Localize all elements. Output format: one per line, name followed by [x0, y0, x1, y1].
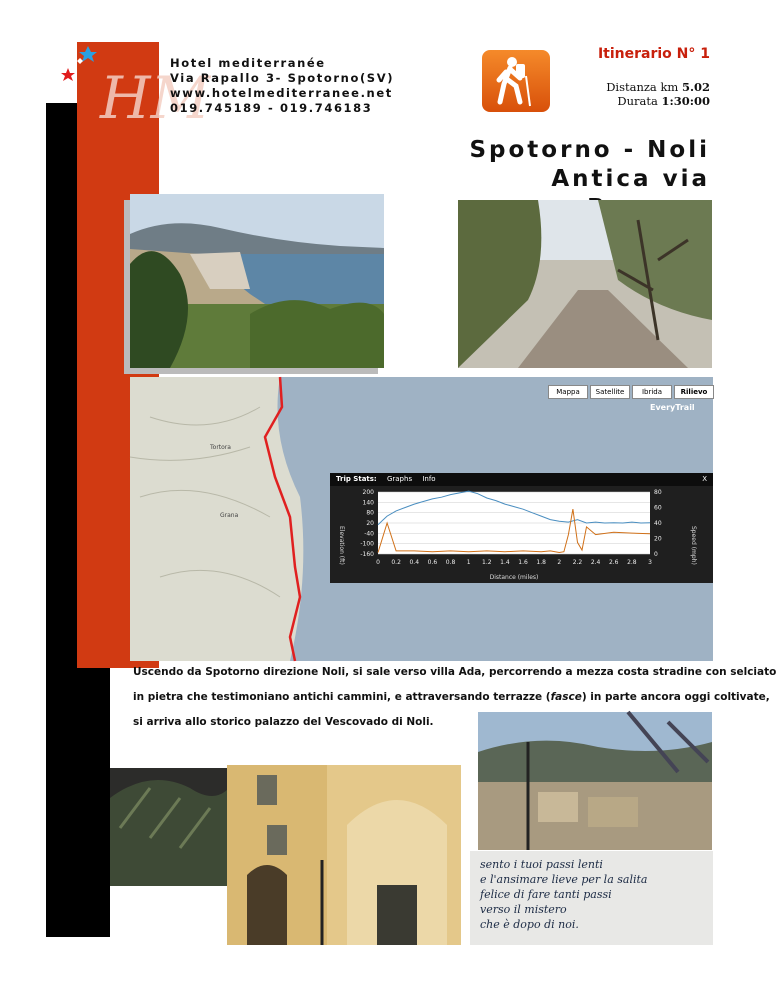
trip-stats-header — [330, 473, 713, 486]
x-tick-label: 2.4 — [590, 559, 601, 566]
duration-value: 1:30:00 — [661, 94, 710, 108]
hotel-info — [170, 56, 394, 116]
duration-label: Durata — [617, 94, 658, 108]
x-tick-label: 0 — [376, 559, 380, 566]
right-tick-label: 0 — [654, 551, 658, 558]
left-tick-label: 200 — [362, 489, 374, 496]
map-button-ibrida[interactable]: Ibrida — [632, 385, 672, 399]
right-tick-label: 80 — [654, 489, 662, 496]
x-tick-label: 1 — [466, 559, 471, 566]
x-tick-label: 1.2 — [482, 559, 492, 566]
logo-letters: HM — [100, 64, 210, 132]
poem-line-4: verso il mistero — [480, 903, 567, 916]
right-tick-label: 40 — [654, 520, 662, 527]
coast-photo — [130, 194, 384, 368]
trip-stats-chart — [330, 486, 713, 583]
itinerary-title: Itinerario N° 1 — [597, 46, 710, 62]
x-tick-label: 2 — [557, 559, 562, 566]
description-line-2b: ) in parte ancora oggi coltivate, — [581, 691, 770, 703]
description-line-1: Uscendo da Spotorno direzione Noli, si sale verso villa Ada, percorrendo a mezza costa stradine con selciato — [133, 666, 776, 678]
title-line-1: Spotorno - Noli — [469, 137, 710, 163]
description-line-2 — [133, 685, 770, 710]
tab-info[interactable]: Info — [422, 475, 436, 483]
hotel-address: Via Rapallo 3- Spotorno(SV) — [170, 71, 395, 85]
distance-value: 5.02 — [681, 80, 710, 94]
map-place-tortora: Tortora — [210, 444, 231, 451]
x-tick-label: 1.4 — [500, 559, 510, 566]
left-tick-label: 20 — [366, 520, 374, 527]
itinerary-info — [580, 80, 710, 108]
left-tick-label: -40 — [364, 530, 374, 538]
x-tick-label: 0.4 — [409, 559, 420, 566]
village-photo — [478, 712, 712, 850]
left-tick-label: 140 — [362, 499, 374, 507]
hiker-icon — [482, 50, 550, 112]
close-icon[interactable]: X — [702, 475, 707, 483]
trip-stats-title: Trip Stats: — [336, 475, 377, 483]
poem-line-5: che è dopo di noi. — [480, 918, 579, 931]
right-axis-label: Speed (mph) — [690, 526, 697, 565]
hotel-phones: 019.745189 - 019.746183 — [170, 101, 373, 115]
handwritten-poem — [470, 851, 713, 945]
left-axis-label: Elevation (ft) — [338, 526, 345, 565]
x-tick-label: 1.6 — [518, 559, 528, 566]
description-emphasis: fasce — [550, 691, 582, 703]
left-tick-label: -160 — [360, 551, 374, 558]
poem-line-2: e l'ansimare lieve per la salita — [480, 873, 648, 886]
description-line-3: si arriva allo storico palazzo del Vescovado di Noli. — [133, 716, 434, 728]
hotel-logo — [60, 40, 210, 132]
right-tick-label: 20 — [654, 535, 662, 543]
title-line-2: Antica via — [551, 166, 710, 192]
distance-label: Distanza km — [606, 80, 679, 94]
map-button-satellite[interactable]: Satellite — [590, 385, 630, 399]
tab-graphs[interactable]: Graphs — [386, 475, 413, 483]
hotel-website[interactable]: www.hotelmediterranee.net — [170, 86, 393, 100]
x-tick-label: 2.8 — [627, 559, 637, 566]
x-axis-label: Distance (miles) — [489, 574, 539, 581]
map-button-mappa[interactable]: Mappa — [548, 385, 588, 399]
left-tick-label: 80 — [366, 509, 374, 517]
x-tick-label: 2.2 — [572, 559, 583, 566]
description-line-2a: in pietra che testimoniano antichi cammini, e attraversando terrazze ( — [133, 691, 551, 703]
poem-line-1: sento i tuoi passi lenti — [480, 858, 603, 871]
poem-line-3: felice di fare tanti passi — [480, 888, 612, 901]
hotel-name: Hotel mediterranée — [170, 56, 326, 70]
trip-stats-panel — [330, 473, 713, 583]
church-photo — [227, 765, 461, 945]
x-tick-label: 0.6 — [427, 559, 438, 566]
map-place-grana: Grana — [220, 512, 239, 519]
path-photo — [458, 200, 712, 368]
x-tick-label: 2.6 — [608, 559, 619, 566]
everytrail-brand: EveryTrail — [650, 403, 695, 412]
right-tick-label: 60 — [654, 504, 662, 512]
x-tick-label: 1.8 — [536, 559, 546, 566]
x-tick-label: 0.2 — [391, 559, 401, 566]
palm-photo — [110, 768, 236, 886]
x-tick-label: 3 — [648, 559, 652, 566]
x-tick-label: 0.8 — [445, 559, 456, 566]
left-tick-label: -100 — [360, 540, 374, 548]
map-button-rilievo[interactable]: Rilievo — [674, 385, 714, 399]
